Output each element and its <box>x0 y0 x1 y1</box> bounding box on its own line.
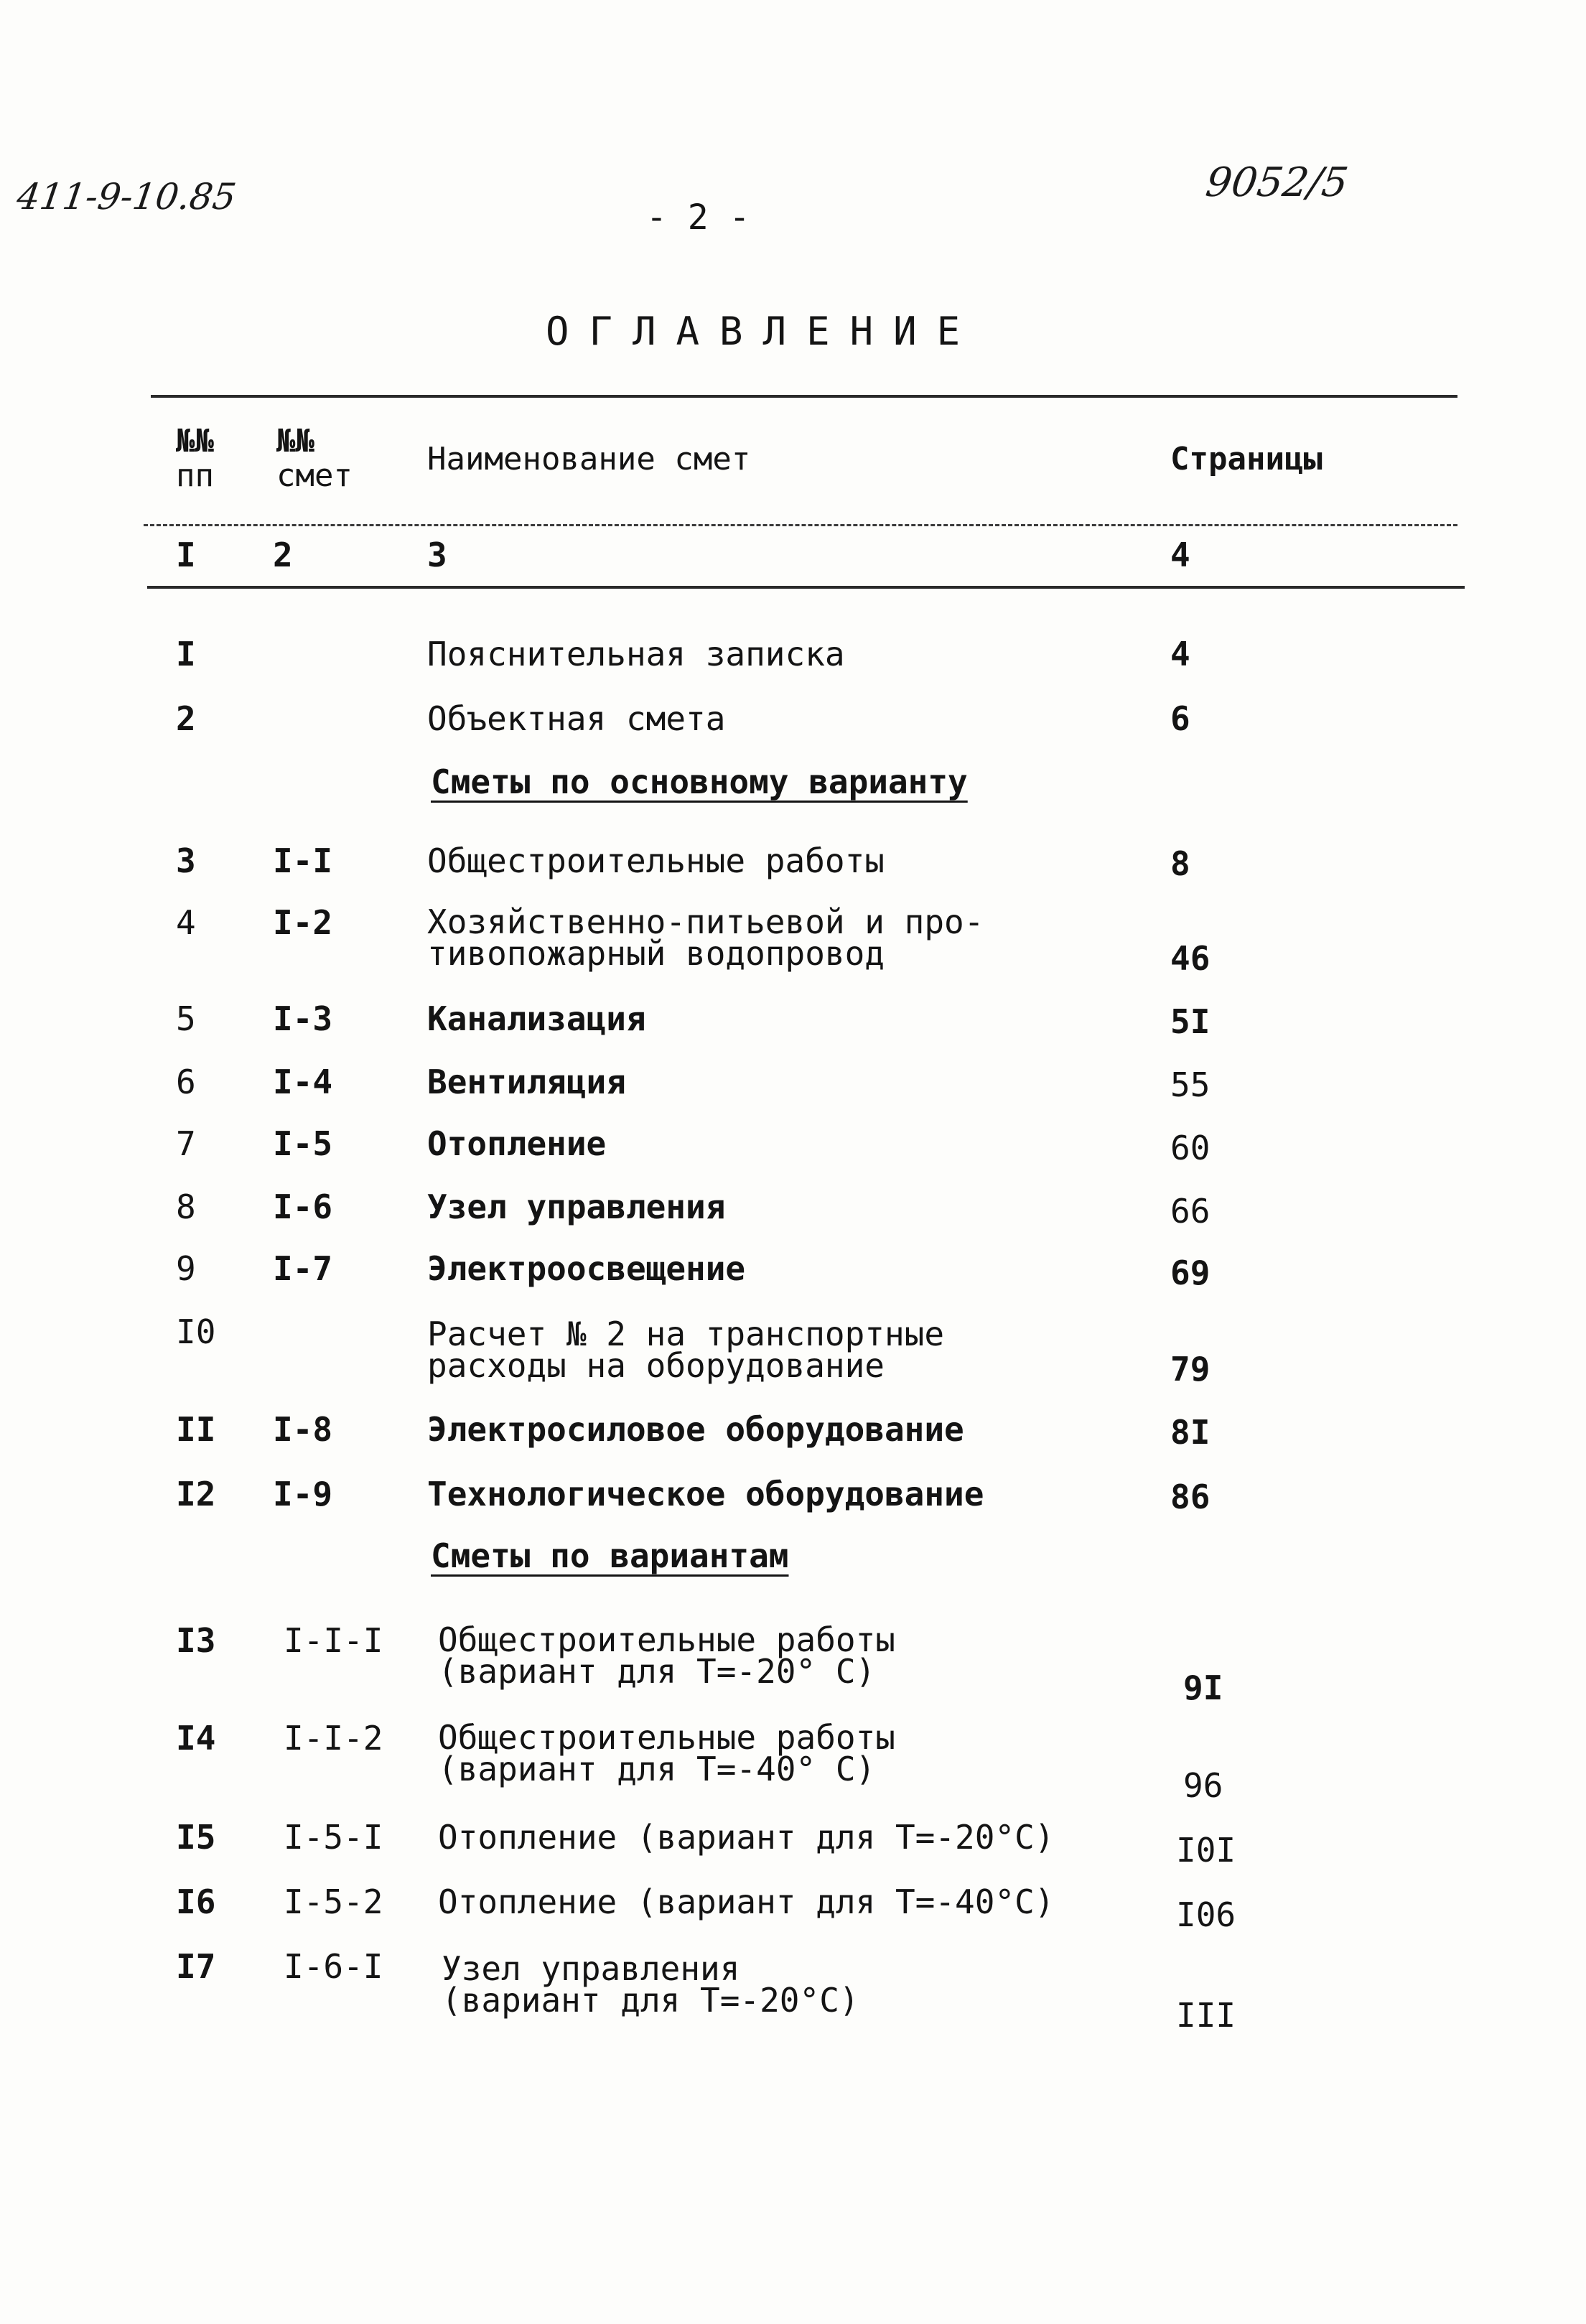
page-title: ОГЛАВЛЕНИЕ <box>546 309 981 354</box>
column-number-4: 4 <box>1170 536 1190 574</box>
estimate-name: Канализация <box>427 999 646 1038</box>
row-number: I0 <box>176 1312 216 1351</box>
row-number: I3 <box>176 1621 216 1660</box>
estimate-name: Хозяйственно-питьевой и про- <box>427 902 984 941</box>
page-ref: 5I <box>1170 1002 1211 1041</box>
sheet-code: 9052/5 <box>1203 159 1351 206</box>
col-name-header: Наименование смет <box>427 441 751 477</box>
estimate-code: I-I <box>273 841 333 880</box>
estimate-name: Электросиловое оборудование <box>427 1410 964 1449</box>
row-number: 7 <box>176 1124 196 1163</box>
estimate-name: Расчет № 2 на транспортные <box>427 1315 945 1353</box>
estimate-code: I-7 <box>273 1249 333 1288</box>
col-est-label-1: №№ <box>276 423 314 459</box>
estimate-name: Узел управления <box>442 1949 740 1988</box>
page-ref: I0I <box>1176 1831 1236 1870</box>
column-number-3: 3 <box>427 536 447 574</box>
page-ref: 60 <box>1170 1129 1211 1167</box>
estimate-name: Отопление <box>427 1124 607 1163</box>
page-ref: 69 <box>1170 1254 1211 1292</box>
estimate-name: Технологическое оборудование <box>427 1475 984 1513</box>
page-ref: 86 <box>1170 1478 1211 1516</box>
page-number: - 2 - <box>646 197 750 238</box>
estimate-name: Общестроительные работы <box>438 1718 895 1757</box>
page-ref: III <box>1176 1996 1236 2035</box>
col-num-label-2: пп <box>176 457 214 494</box>
col-pages-header: Страницы <box>1170 441 1323 477</box>
row-number: 4 <box>176 903 196 942</box>
row-number: II <box>176 1410 216 1449</box>
estimate-code: I-9 <box>273 1475 333 1513</box>
row-number: I4 <box>176 1719 216 1758</box>
estimate-code: I-4 <box>273 1063 333 1101</box>
page-ref: 46 <box>1170 939 1211 978</box>
row-number: I <box>176 635 196 673</box>
row-number: I7 <box>176 1947 216 1986</box>
estimate-code: I-5-2 <box>284 1882 383 1921</box>
estimate-name: Объектная смета <box>427 699 726 738</box>
page-ref: 79 <box>1170 1350 1211 1389</box>
section-heading-variants: Сметы по вариантам <box>431 1536 789 1575</box>
row-number: 5 <box>176 999 196 1038</box>
estimate-name: Отопление (вариант для Т=-20°С) <box>438 1818 1055 1857</box>
col-num-label-1: №№ <box>176 423 214 459</box>
page-ref: 8I <box>1170 1413 1211 1452</box>
estimate-name-cont: тивопожарный водопровод <box>427 934 885 973</box>
estimate-code: I-2 <box>273 903 333 942</box>
estimate-name: Электроосвещение <box>427 1249 746 1288</box>
estimate-name: Вентиляция <box>427 1063 626 1101</box>
page-ref: 9I <box>1183 1669 1223 1707</box>
estimate-code: I-6 <box>273 1187 333 1226</box>
estimate-name-cont: (вариант для Т=-20° С) <box>438 1652 876 1691</box>
row-number: 6 <box>176 1063 196 1101</box>
estimate-code: I-6-I <box>284 1947 383 1986</box>
page-ref: 96 <box>1183 1766 1223 1805</box>
section-heading-main: Сметы по основному варианту <box>431 762 968 801</box>
row-number: 8 <box>176 1187 196 1226</box>
document-code: 411-9-10.85 <box>14 176 239 218</box>
page-ref: 6 <box>1170 699 1190 738</box>
column-number-2: 2 <box>273 536 293 574</box>
row-number: I2 <box>176 1475 216 1513</box>
header-divider <box>144 524 1457 526</box>
estimate-name-cont: (вариант для Т=-20°С) <box>442 1981 859 2020</box>
estimate-name: Отопление (вариант для Т=-40°С) <box>438 1882 1055 1921</box>
table-header-bottom-rule <box>147 586 1465 589</box>
estimate-code: I-I-I <box>284 1621 383 1660</box>
estimate-code: I-5 <box>273 1124 333 1163</box>
estimate-name-cont: (вариант для Т=-40° С) <box>438 1750 876 1788</box>
page-ref: 8 <box>1170 844 1190 883</box>
page-ref: 55 <box>1170 1065 1211 1104</box>
estimate-code: I-3 <box>273 999 333 1038</box>
estimate-name: Пояснительная записка <box>427 635 845 673</box>
col-est-label-2: смет <box>276 457 353 494</box>
page-ref: 4 <box>1170 635 1190 673</box>
page-ref: I06 <box>1176 1895 1236 1934</box>
row-number: I6 <box>176 1882 216 1921</box>
page-ref: 66 <box>1170 1192 1211 1231</box>
estimate-name-cont: расходы на оборудование <box>427 1346 885 1385</box>
estimate-name: Узел управления <box>427 1187 726 1226</box>
row-number: I5 <box>176 1818 216 1857</box>
row-number: 3 <box>176 841 196 880</box>
estimate-code: I-8 <box>273 1410 333 1449</box>
table-top-rule <box>151 395 1457 398</box>
estimate-code: I-I-2 <box>284 1719 383 1758</box>
column-number-1: I <box>176 536 196 574</box>
estimate-code: I-5-I <box>284 1818 383 1857</box>
row-number: 9 <box>176 1249 196 1288</box>
row-number: 2 <box>176 699 196 738</box>
estimate-name: Общестроительные работы <box>438 1620 895 1659</box>
estimate-name: Общестроительные работы <box>427 841 885 880</box>
